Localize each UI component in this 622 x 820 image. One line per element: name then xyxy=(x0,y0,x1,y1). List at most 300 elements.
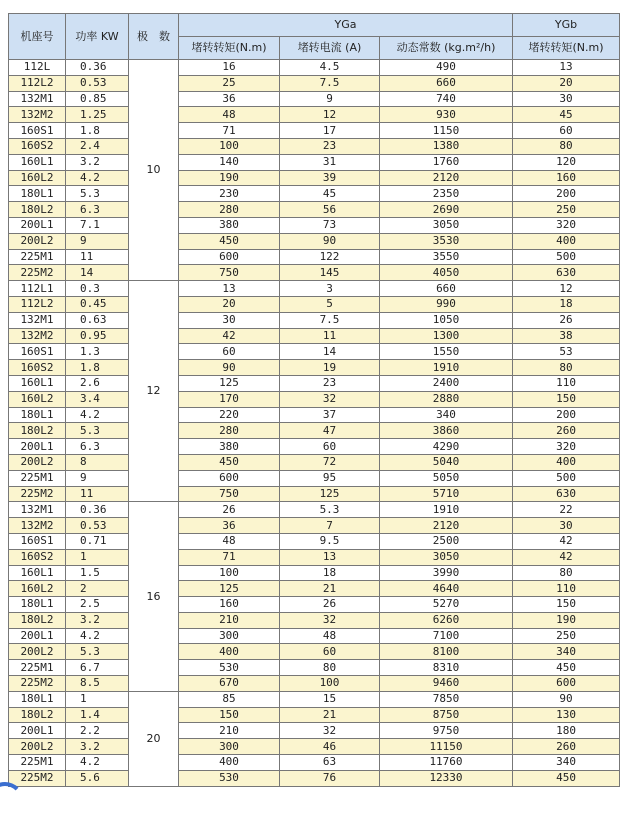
yga-torque-cell: 210 xyxy=(179,723,280,739)
power-cell: 0.95 xyxy=(66,328,129,344)
yga-torque-cell: 26 xyxy=(179,502,280,518)
frame-cell: 225M1 xyxy=(9,249,66,265)
power-cell: 1.8 xyxy=(66,123,129,139)
yga-current-cell: 5 xyxy=(280,296,380,312)
frame-cell: 160S2 xyxy=(9,360,66,376)
yga-dynamic-cell: 8310 xyxy=(380,660,513,676)
yga-dynamic-cell: 11760 xyxy=(380,755,513,771)
ygb-torque-cell: 90 xyxy=(513,691,620,707)
ygb-torque-cell: 150 xyxy=(513,391,620,407)
yga-current-cell: 19 xyxy=(280,360,380,376)
yga-torque-cell: 85 xyxy=(179,691,280,707)
power-cell: 0.63 xyxy=(66,312,129,328)
frame-cell: 200L2 xyxy=(9,233,66,249)
yga-dynamic-cell: 1550 xyxy=(380,344,513,360)
yga-dynamic-cell: 930 xyxy=(380,107,513,123)
ygb-torque-cell: 22 xyxy=(513,502,620,518)
frame-cell: 225M2 xyxy=(9,770,66,786)
pole-cell: 10 xyxy=(129,60,179,281)
table-row xyxy=(9,454,620,470)
yga-current-cell: 90 xyxy=(280,233,380,249)
yga-current-cell: 21 xyxy=(280,581,380,597)
yga-torque-cell: 100 xyxy=(179,565,280,581)
table-row xyxy=(9,502,620,518)
frame-cell: 160S1 xyxy=(9,533,66,549)
frame-cell: 200L2 xyxy=(9,644,66,660)
yga-current-cell: 5.3 xyxy=(280,502,380,518)
yga-current-cell: 95 xyxy=(280,470,380,486)
yga-dynamic-cell: 340 xyxy=(380,407,513,423)
yga-dynamic-cell: 3860 xyxy=(380,423,513,439)
yga-current-cell: 32 xyxy=(280,723,380,739)
frame-cell: 180L1 xyxy=(9,186,66,202)
power-cell: 8.5 xyxy=(66,676,129,692)
ygb-torque-cell: 18 xyxy=(513,296,620,312)
yga-dynamic-cell: 4640 xyxy=(380,581,513,597)
power-cell: 4.2 xyxy=(66,170,129,186)
yga-current-cell: 7.5 xyxy=(280,312,380,328)
yga-current-cell: 32 xyxy=(280,391,380,407)
table-row xyxy=(9,533,620,549)
frame-cell: 112L xyxy=(9,60,66,76)
power-cell: 1.5 xyxy=(66,565,129,581)
frame-cell: 225M1 xyxy=(9,470,66,486)
frame-cell: 200L1 xyxy=(9,439,66,455)
power-cell: 3.4 xyxy=(66,391,129,407)
yga-current-cell: 100 xyxy=(280,676,380,692)
ygb-torque-cell: 250 xyxy=(513,202,620,218)
power-cell: 4.2 xyxy=(66,628,129,644)
yga-torque-cell: 71 xyxy=(179,549,280,565)
yga-torque-cell: 750 xyxy=(179,265,280,281)
yga-torque-cell: 100 xyxy=(179,138,280,154)
yga-dynamic-cell: 3530 xyxy=(380,233,513,249)
ygb-torque-cell: 26 xyxy=(513,312,620,328)
yga-dynamic-cell: 740 xyxy=(380,91,513,107)
yga-current-cell: 45 xyxy=(280,186,380,202)
table-row xyxy=(9,75,620,91)
table-row xyxy=(9,581,620,597)
yga-dynamic-cell: 490 xyxy=(380,60,513,76)
ygb-torque-cell: 42 xyxy=(513,533,620,549)
table-row xyxy=(9,486,620,502)
yga-dynamic-cell: 1380 xyxy=(380,138,513,154)
yga-torque-cell: 125 xyxy=(179,375,280,391)
yga-dynamic-cell: 2120 xyxy=(380,518,513,534)
header-yga-current: 堵转电流 (A) xyxy=(280,37,380,60)
yga-torque-cell: 170 xyxy=(179,391,280,407)
yga-torque-cell: 20 xyxy=(179,296,280,312)
yga-dynamic-cell: 4290 xyxy=(380,439,513,455)
power-cell: 0.36 xyxy=(66,502,129,518)
power-cell: 0.53 xyxy=(66,75,129,91)
power-cell: 5.3 xyxy=(66,423,129,439)
power-cell: 4.2 xyxy=(66,407,129,423)
ygb-torque-cell: 150 xyxy=(513,597,620,613)
table-row xyxy=(9,233,620,249)
power-cell: 2.6 xyxy=(66,375,129,391)
ygb-torque-cell: 110 xyxy=(513,375,620,391)
table-row xyxy=(9,660,620,676)
yga-current-cell: 21 xyxy=(280,707,380,723)
yga-dynamic-cell: 1150 xyxy=(380,123,513,139)
yga-torque-cell: 600 xyxy=(179,249,280,265)
yga-torque-cell: 280 xyxy=(179,423,280,439)
yga-torque-cell: 16 xyxy=(179,60,280,76)
header-yga-torque: 堵转转矩(N.m) xyxy=(179,37,280,60)
yga-torque-cell: 380 xyxy=(179,217,280,233)
table-row xyxy=(9,375,620,391)
power-cell: 1 xyxy=(66,691,129,707)
table-row xyxy=(9,91,620,107)
yga-current-cell: 37 xyxy=(280,407,380,423)
ygb-torque-cell: 260 xyxy=(513,423,620,439)
yga-torque-cell: 42 xyxy=(179,328,280,344)
yga-current-cell: 32 xyxy=(280,612,380,628)
power-cell: 0.3 xyxy=(66,281,129,297)
table-body xyxy=(9,60,620,787)
table-row xyxy=(9,739,620,755)
ygb-torque-cell: 38 xyxy=(513,328,620,344)
yga-torque-cell: 36 xyxy=(179,518,280,534)
yga-torque-cell: 48 xyxy=(179,533,280,549)
header-ygb: YGb xyxy=(513,14,620,37)
table-row xyxy=(9,549,620,565)
ygb-torque-cell: 340 xyxy=(513,755,620,771)
frame-cell: 225M1 xyxy=(9,755,66,771)
header-power: 功率 KW xyxy=(66,14,129,60)
table-row xyxy=(9,612,620,628)
yga-current-cell: 125 xyxy=(280,486,380,502)
table-row xyxy=(9,597,620,613)
table-row xyxy=(9,518,620,534)
table-row xyxy=(9,328,620,344)
yga-current-cell: 4.5 xyxy=(280,60,380,76)
frame-cell: 160L2 xyxy=(9,391,66,407)
table-row xyxy=(9,265,620,281)
yga-current-cell: 14 xyxy=(280,344,380,360)
frame-cell: 225M2 xyxy=(9,265,66,281)
frame-cell: 132M1 xyxy=(9,312,66,328)
ygb-torque-cell: 60 xyxy=(513,123,620,139)
yga-torque-cell: 210 xyxy=(179,612,280,628)
yga-current-cell: 31 xyxy=(280,154,380,170)
table-row xyxy=(9,186,620,202)
yga-torque-cell: 71 xyxy=(179,123,280,139)
yga-torque-cell: 670 xyxy=(179,676,280,692)
frame-cell: 200L1 xyxy=(9,628,66,644)
ygb-torque-cell: 200 xyxy=(513,186,620,202)
yga-current-cell: 80 xyxy=(280,660,380,676)
table-row xyxy=(9,170,620,186)
yga-current-cell: 11 xyxy=(280,328,380,344)
yga-torque-cell: 600 xyxy=(179,470,280,486)
yga-dynamic-cell: 3050 xyxy=(380,217,513,233)
yga-torque-cell: 450 xyxy=(179,233,280,249)
yga-torque-cell: 125 xyxy=(179,581,280,597)
yga-current-cell: 18 xyxy=(280,565,380,581)
table-row xyxy=(9,439,620,455)
power-cell: 9 xyxy=(66,470,129,486)
frame-cell: 132M2 xyxy=(9,107,66,123)
ygb-torque-cell: 30 xyxy=(513,91,620,107)
ygb-torque-cell: 80 xyxy=(513,360,620,376)
table-row xyxy=(9,312,620,328)
ygb-torque-cell: 200 xyxy=(513,407,620,423)
frame-cell: 225M1 xyxy=(9,660,66,676)
yga-torque-cell: 60 xyxy=(179,344,280,360)
yga-torque-cell: 380 xyxy=(179,439,280,455)
ygb-torque-cell: 45 xyxy=(513,107,620,123)
frame-cell: 160S2 xyxy=(9,138,66,154)
yga-current-cell: 12 xyxy=(280,107,380,123)
table-row xyxy=(9,676,620,692)
yga-dynamic-cell: 11150 xyxy=(380,739,513,755)
table-row xyxy=(9,138,620,154)
yga-dynamic-cell: 3050 xyxy=(380,549,513,565)
yga-torque-cell: 300 xyxy=(179,739,280,755)
power-cell: 6.3 xyxy=(66,439,129,455)
table-row xyxy=(9,565,620,581)
yga-dynamic-cell: 5050 xyxy=(380,470,513,486)
power-cell: 1.3 xyxy=(66,344,129,360)
yga-torque-cell: 90 xyxy=(179,360,280,376)
yga-torque-cell: 220 xyxy=(179,407,280,423)
power-cell: 5.6 xyxy=(66,770,129,786)
power-cell: 2.4 xyxy=(66,138,129,154)
pole-cell: 16 xyxy=(129,502,179,692)
yga-torque-cell: 160 xyxy=(179,597,280,613)
ygb-torque-cell: 630 xyxy=(513,265,620,281)
power-cell: 1.25 xyxy=(66,107,129,123)
yga-current-cell: 7.5 xyxy=(280,75,380,91)
table-row xyxy=(9,470,620,486)
ygb-torque-cell: 630 xyxy=(513,486,620,502)
yga-dynamic-cell: 2120 xyxy=(380,170,513,186)
table-row xyxy=(9,407,620,423)
ygb-torque-cell: 190 xyxy=(513,612,620,628)
ygb-torque-cell: 600 xyxy=(513,676,620,692)
yga-current-cell: 73 xyxy=(280,217,380,233)
yga-current-cell: 26 xyxy=(280,597,380,613)
yga-current-cell: 60 xyxy=(280,644,380,660)
yga-torque-cell: 36 xyxy=(179,91,280,107)
power-cell: 1.4 xyxy=(66,707,129,723)
yga-dynamic-cell: 1760 xyxy=(380,154,513,170)
power-cell: 8 xyxy=(66,454,129,470)
power-cell: 6.3 xyxy=(66,202,129,218)
frame-cell: 160S1 xyxy=(9,123,66,139)
yga-current-cell: 7 xyxy=(280,518,380,534)
yga-torque-cell: 530 xyxy=(179,660,280,676)
table-row xyxy=(9,154,620,170)
yga-torque-cell: 30 xyxy=(179,312,280,328)
ygb-torque-cell: 250 xyxy=(513,628,620,644)
yga-current-cell: 15 xyxy=(280,691,380,707)
yga-current-cell: 76 xyxy=(280,770,380,786)
power-cell: 5.3 xyxy=(66,644,129,660)
frame-cell: 160S1 xyxy=(9,344,66,360)
yga-dynamic-cell: 2400 xyxy=(380,375,513,391)
frame-cell: 200L2 xyxy=(9,739,66,755)
yga-current-cell: 9.5 xyxy=(280,533,380,549)
frame-cell: 112L1 xyxy=(9,281,66,297)
table-row xyxy=(9,644,620,660)
power-cell: 3.2 xyxy=(66,612,129,628)
yga-torque-cell: 150 xyxy=(179,707,280,723)
power-cell: 2.2 xyxy=(66,723,129,739)
ygb-torque-cell: 110 xyxy=(513,581,620,597)
power-cell: 0.45 xyxy=(66,296,129,312)
frame-cell: 132M2 xyxy=(9,328,66,344)
table-row xyxy=(9,770,620,786)
table-row xyxy=(9,107,620,123)
yga-current-cell: 17 xyxy=(280,123,380,139)
ygb-torque-cell: 160 xyxy=(513,170,620,186)
power-cell: 5.3 xyxy=(66,186,129,202)
yga-current-cell: 60 xyxy=(280,439,380,455)
frame-cell: 200L1 xyxy=(9,217,66,233)
power-cell: 9 xyxy=(66,233,129,249)
yga-dynamic-cell: 1050 xyxy=(380,312,513,328)
header-yga: YGa xyxy=(179,14,513,37)
yga-current-cell: 48 xyxy=(280,628,380,644)
motor-spec-table xyxy=(8,13,620,787)
yga-dynamic-cell: 1910 xyxy=(380,360,513,376)
ygb-torque-cell: 500 xyxy=(513,249,620,265)
frame-cell: 180L1 xyxy=(9,691,66,707)
yga-current-cell: 9 xyxy=(280,91,380,107)
yga-dynamic-cell: 1300 xyxy=(380,328,513,344)
ygb-torque-cell: 340 xyxy=(513,644,620,660)
power-cell: 0.85 xyxy=(66,91,129,107)
frame-cell: 160L1 xyxy=(9,565,66,581)
yga-torque-cell: 400 xyxy=(179,755,280,771)
frame-cell: 225M2 xyxy=(9,676,66,692)
yga-dynamic-cell: 3550 xyxy=(380,249,513,265)
yga-dynamic-cell: 990 xyxy=(380,296,513,312)
power-cell: 11 xyxy=(66,249,129,265)
yga-torque-cell: 280 xyxy=(179,202,280,218)
yga-dynamic-cell: 2500 xyxy=(380,533,513,549)
frame-cell: 160L1 xyxy=(9,375,66,391)
ygb-torque-cell: 320 xyxy=(513,439,620,455)
yga-dynamic-cell: 2880 xyxy=(380,391,513,407)
yga-current-cell: 56 xyxy=(280,202,380,218)
power-cell: 0.71 xyxy=(66,533,129,549)
yga-dynamic-cell: 9460 xyxy=(380,676,513,692)
yga-dynamic-cell: 7100 xyxy=(380,628,513,644)
ygb-torque-cell: 180 xyxy=(513,723,620,739)
frame-cell: 180L2 xyxy=(9,423,66,439)
table-row xyxy=(9,628,620,644)
frame-cell: 160L1 xyxy=(9,154,66,170)
yga-dynamic-cell: 4050 xyxy=(380,265,513,281)
power-cell: 7.1 xyxy=(66,217,129,233)
yga-current-cell: 46 xyxy=(280,739,380,755)
power-cell: 1 xyxy=(66,549,129,565)
frame-cell: 180L2 xyxy=(9,707,66,723)
yga-dynamic-cell: 660 xyxy=(380,281,513,297)
frame-cell: 160S2 xyxy=(9,549,66,565)
header-yga-dynamic: 动态常数 (kg.m²/h) xyxy=(380,37,513,60)
table-row xyxy=(9,707,620,723)
ygb-torque-cell: 400 xyxy=(513,454,620,470)
header-ygb-torque: 堵转转矩(N.m) xyxy=(513,37,620,60)
ygb-torque-cell: 400 xyxy=(513,233,620,249)
power-cell: 1.8 xyxy=(66,360,129,376)
yga-dynamic-cell: 7850 xyxy=(380,691,513,707)
ygb-torque-cell: 320 xyxy=(513,217,620,233)
ygb-torque-cell: 80 xyxy=(513,565,620,581)
yga-current-cell: 13 xyxy=(280,549,380,565)
frame-cell: 132M2 xyxy=(9,518,66,534)
yga-dynamic-cell: 8100 xyxy=(380,644,513,660)
ygb-torque-cell: 42 xyxy=(513,549,620,565)
yga-current-cell: 23 xyxy=(280,375,380,391)
ygb-torque-cell: 450 xyxy=(513,770,620,786)
table-row xyxy=(9,281,620,297)
frame-cell: 225M2 xyxy=(9,486,66,502)
yga-dynamic-cell: 5710 xyxy=(380,486,513,502)
yga-torque-cell: 230 xyxy=(179,186,280,202)
power-cell: 3.2 xyxy=(66,739,129,755)
ygb-torque-cell: 30 xyxy=(513,518,620,534)
header-frame: 机座号 xyxy=(9,14,66,60)
yga-dynamic-cell: 1910 xyxy=(380,502,513,518)
power-cell: 2 xyxy=(66,581,129,597)
table-row xyxy=(9,391,620,407)
power-cell: 0.53 xyxy=(66,518,129,534)
frame-cell: 180L1 xyxy=(9,407,66,423)
ygb-torque-cell: 53 xyxy=(513,344,620,360)
table-row xyxy=(9,202,620,218)
table-row xyxy=(9,723,620,739)
yga-current-cell: 122 xyxy=(280,249,380,265)
table-row xyxy=(9,217,620,233)
yga-torque-cell: 140 xyxy=(179,154,280,170)
pole-cell: 12 xyxy=(129,281,179,502)
power-cell: 14 xyxy=(66,265,129,281)
yga-current-cell: 63 xyxy=(280,755,380,771)
frame-cell: 160L2 xyxy=(9,581,66,597)
yga-dynamic-cell: 5270 xyxy=(380,597,513,613)
yga-torque-cell: 300 xyxy=(179,628,280,644)
yga-torque-cell: 450 xyxy=(179,454,280,470)
frame-cell: 112L2 xyxy=(9,296,66,312)
frame-cell: 160L2 xyxy=(9,170,66,186)
yga-current-cell: 145 xyxy=(280,265,380,281)
frame-cell: 132M1 xyxy=(9,502,66,518)
frame-cell: 132M1 xyxy=(9,91,66,107)
yga-torque-cell: 13 xyxy=(179,281,280,297)
yga-dynamic-cell: 2690 xyxy=(380,202,513,218)
power-cell: 3.2 xyxy=(66,154,129,170)
ygb-torque-cell: 450 xyxy=(513,660,620,676)
table-row xyxy=(9,249,620,265)
yga-torque-cell: 530 xyxy=(179,770,280,786)
ygb-torque-cell: 500 xyxy=(513,470,620,486)
table-row xyxy=(9,360,620,376)
table-row xyxy=(9,60,620,76)
frame-cell: 180L2 xyxy=(9,202,66,218)
ygb-torque-cell: 120 xyxy=(513,154,620,170)
yga-dynamic-cell: 8750 xyxy=(380,707,513,723)
power-cell: 11 xyxy=(66,486,129,502)
yga-torque-cell: 190 xyxy=(179,170,280,186)
frame-cell: 112L2 xyxy=(9,75,66,91)
yga-dynamic-cell: 6260 xyxy=(380,612,513,628)
